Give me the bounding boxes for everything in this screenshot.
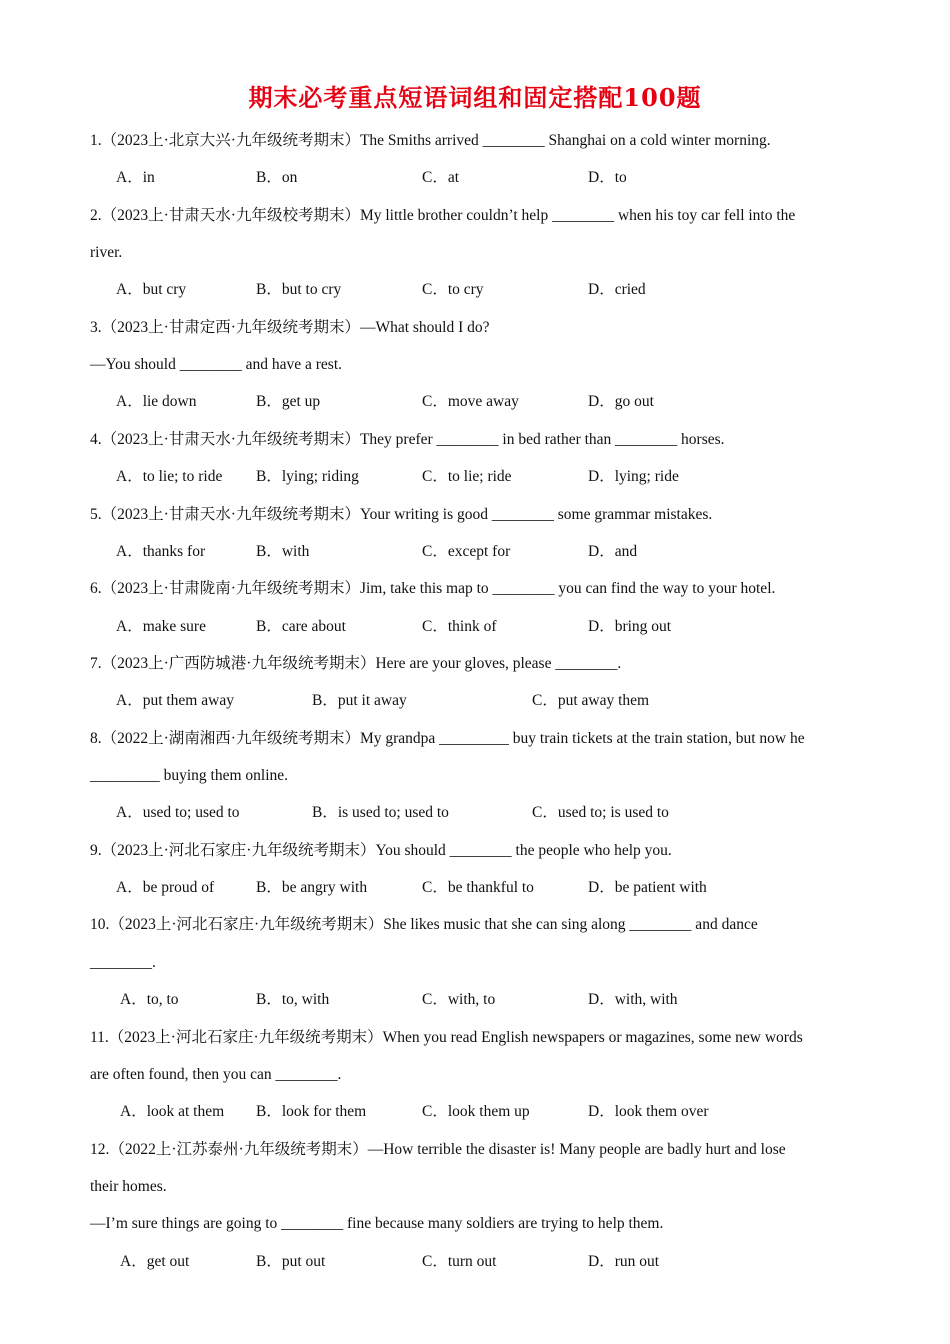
- question-9-option-d: D．be patient with: [588, 879, 707, 896]
- question-5-option-d: D．and: [588, 543, 638, 560]
- question-5-stem: 5.（2023上·甘肃天水·九年级统考期末）Your writing is good ________ some grammar mistakes.: [90, 506, 713, 523]
- question-2-option-b: B．but to cry: [256, 281, 342, 298]
- question-10-option-a: A．to, to: [120, 991, 179, 1008]
- question-7-stem: 7.（2023上·广西防城港·九年级统考期末）Here are your gloves, please ________.: [90, 655, 622, 672]
- question-11-stem: 11.（2023上·河北石家庄·九年级统考期末）When you read English newspapers or magazines, some new words: [90, 1029, 803, 1046]
- question-3-option-b: B．get up: [256, 393, 321, 410]
- question-12-stem-cont: their homes.: [90, 1178, 167, 1195]
- question-1-option-d: D．to: [588, 169, 627, 186]
- question-6-option-d: D．bring out: [588, 618, 672, 635]
- question-7-option-c: C．put away them: [532, 692, 650, 709]
- question-11-option-d: D．look them over: [588, 1103, 709, 1120]
- question-1-option-a: A．in: [116, 169, 155, 186]
- question-1-option-c: C．at: [422, 169, 460, 186]
- question-9-option-a: A．be proud of: [116, 879, 215, 896]
- question-5-option-c: C．except for: [422, 543, 511, 560]
- question-9-option-b: B．be angry with: [256, 879, 368, 896]
- question-11-stem-cont: are often found, then you can ________.: [90, 1066, 342, 1083]
- page-title: 期末必考重点短语词组和固定搭配100题: [248, 83, 702, 112]
- question-9-stem: 9.（2023上·河北石家庄·九年级统考期末）You should ________ the people who help you.: [90, 842, 672, 859]
- question-11-option-c: C．look them up: [422, 1103, 530, 1120]
- question-10-option-c: C．with, to: [422, 991, 496, 1008]
- question-7-option-b: B．put it away: [312, 692, 407, 709]
- question-10-stem: 10.（2023上·河北石家庄·九年级统考期末）She likes music that she can sing along ________ and dance: [90, 916, 758, 933]
- question-2-stem: 2.（2023上·甘肃天水·九年级校考期末）My little brother couldn’t help ________ when his toy car fell into the: [90, 207, 796, 224]
- question-10-stem-cont: ________.: [90, 954, 156, 971]
- question-12-option-d: D．run out: [588, 1253, 660, 1270]
- question-6-stem: 6.（2023上·甘肃陇南·九年级统考期末）Jim, take this map to ________ you can find the way to your hotel.: [90, 580, 776, 597]
- question-6-option-b: B．care about: [256, 618, 346, 635]
- question-3-stem: 3.（2023上·甘肃定西·九年级统考期末）—What should I do?: [90, 319, 490, 336]
- question-2-stem-cont: river.: [90, 244, 123, 261]
- question-4-stem: 4.（2023上·甘肃天水·九年级统考期末）They prefer ________ in bed rather than ________ horses.: [90, 431, 725, 448]
- question-8-option-b: B．is used to; used to: [312, 804, 449, 821]
- question-7-option-a: A．put them away: [116, 692, 234, 709]
- question-3-stem-cont: —You should ________ and have a rest.: [90, 356, 343, 373]
- question-10-option-d: D．with, with: [588, 991, 678, 1008]
- question-12-stem-reply: —I’m sure things are going to ________ fine because many soldiers are trying to help them.: [90, 1215, 664, 1232]
- question-2-option-c: C．to cry: [422, 281, 484, 298]
- question-8-stem-cont: _________ buying them online.: [90, 767, 289, 784]
- question-8-option-a: A．used to; used to: [116, 804, 240, 821]
- question-6-option-c: C．think of: [422, 618, 497, 635]
- question-12-option-c: C．turn out: [422, 1253, 497, 1270]
- question-1-stem: 1.（2023上·北京大兴·九年级统考期末）The Smiths arrived ________ Shanghai on a cold winter morning.: [90, 132, 771, 149]
- question-12-option-a: A．get out: [120, 1253, 190, 1270]
- question-4-option-c: C．to lie; ride: [422, 468, 512, 485]
- question-3-option-d: D．go out: [588, 393, 654, 410]
- question-8-option-c: C．used to; is used to: [532, 804, 669, 821]
- question-2-option-d: D．cried: [588, 281, 646, 298]
- question-5-option-b: B．with: [256, 543, 310, 560]
- question-12-option-b: B．put out: [256, 1253, 326, 1270]
- question-4-option-b: B．lying; riding: [256, 468, 359, 485]
- question-11-option-a: A．look at them: [120, 1103, 225, 1120]
- question-1-option-b: B．on: [256, 169, 298, 186]
- question-8-stem: 8.（2022上·湖南湘西·九年级统考期末）My grandpa _________ buy train tickets at the train station, but now he: [90, 730, 805, 747]
- question-4-option-a: A．to lie; to ride: [116, 468, 223, 485]
- question-11-option-b: B．look for them: [256, 1103, 367, 1120]
- question-9-option-c: C．be thankful to: [422, 879, 534, 896]
- question-4-option-d: D．lying; ride: [588, 468, 679, 485]
- question-3-option-c: C．move away: [422, 393, 519, 410]
- question-12-stem: 12.（2022上·江苏泰州·九年级统考期末）—How terrible the disaster is! Many people are badly hurt and lose: [90, 1141, 786, 1158]
- question-6-option-a: A．make sure: [116, 618, 206, 635]
- question-10-option-b: B．to, with: [256, 991, 330, 1008]
- question-2-option-a: A．but cry: [116, 281, 187, 298]
- question-5-option-a: A．thanks for: [116, 543, 206, 560]
- question-3-option-a: A．lie down: [116, 393, 197, 410]
